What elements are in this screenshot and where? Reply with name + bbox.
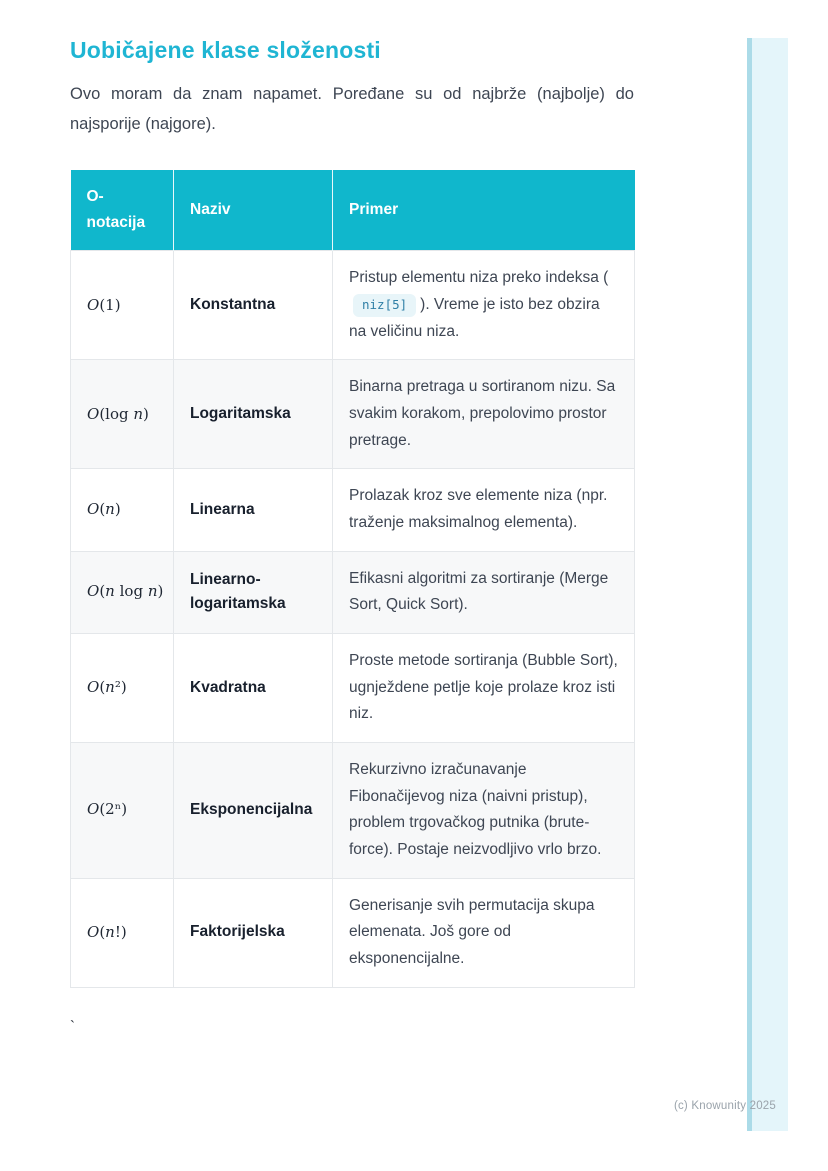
- notation-cell: O(n²): [71, 634, 174, 743]
- table-row: [71, 551, 635, 633]
- intro-paragraph: Ovo moram da znam napamet. Poređane su od najbrže (najbolje) do najsporije (najgore).: [70, 84, 634, 134]
- inline-code: niz[5]: [353, 294, 416, 317]
- name-cell: Eksponencijalna: [174, 743, 333, 879]
- name-cell: Konstantna: [174, 251, 333, 360]
- example-cell: Proste metode sortiranja (Bubble Sort), ugnježdene petlje koje prolaze kroz isti niz.: [333, 634, 635, 743]
- table-row: [71, 251, 635, 360]
- table-body: [71, 251, 635, 987]
- notation-cell: O(n): [71, 469, 174, 551]
- name-cell: Kvadratna: [174, 634, 333, 743]
- example-cell: Rekurzivno izračunavanje Fibonačijevog niza (naivni pristup), problem trgovačkog putnika (brute-force). Postaje neizvodljivo vrlo brzo.: [333, 743, 635, 879]
- notation-cell: O(n!): [71, 878, 174, 987]
- column-header-naziv: Naziv: [174, 170, 333, 251]
- table-row: [71, 634, 635, 743]
- decorative-stripe: [747, 38, 788, 1131]
- example-cell: Pristup elementu niza preko indeksa (niz[5] ). Vreme je isto bez obzira na veličinu niza.: [333, 251, 635, 360]
- name-cell: Faktorijelska: [174, 878, 333, 987]
- name-cell: Linearno-logaritamska: [174, 551, 333, 633]
- notation-cell: O(log n): [71, 360, 174, 469]
- column-header-primer: Primer: [333, 170, 635, 251]
- notation-cell: O(2ⁿ): [71, 743, 174, 879]
- table-header: [71, 170, 635, 251]
- table-row: [71, 360, 635, 469]
- example-cell: Binarna pretraga u sortiranom nizu. Sa svakim korakom, prepolovimo prostor pretrage.: [333, 360, 635, 469]
- stray-backtick: `: [70, 1017, 75, 1035]
- table-row: [71, 469, 635, 551]
- notation-cell: O(1): [71, 251, 174, 360]
- table-row: [71, 878, 635, 987]
- complexity-table: [70, 170, 635, 988]
- column-header-o-notation: O-notacija: [71, 170, 174, 251]
- page-title: Uobičajene klase složenosti: [70, 37, 381, 63]
- notation-cell: O(n log n): [71, 551, 174, 633]
- example-cell: Generisanje svih permutacija skupa elemenata. Još gore od eksponencijalne.: [333, 878, 635, 987]
- name-cell: Linearna: [174, 469, 333, 551]
- copyright-notice: (c) Knowunity 2025: [673, 1100, 776, 1112]
- name-cell: Logaritamska: [174, 360, 333, 469]
- table-row: [71, 743, 635, 879]
- example-cell: Prolazak kroz sve elemente niza (npr. traženje maksimalnog elementa).: [333, 469, 635, 551]
- example-cell: Efikasni algoritmi za sortiranje (Merge Sort, Quick Sort).: [333, 551, 635, 633]
- content-area: [70, 36, 634, 1035]
